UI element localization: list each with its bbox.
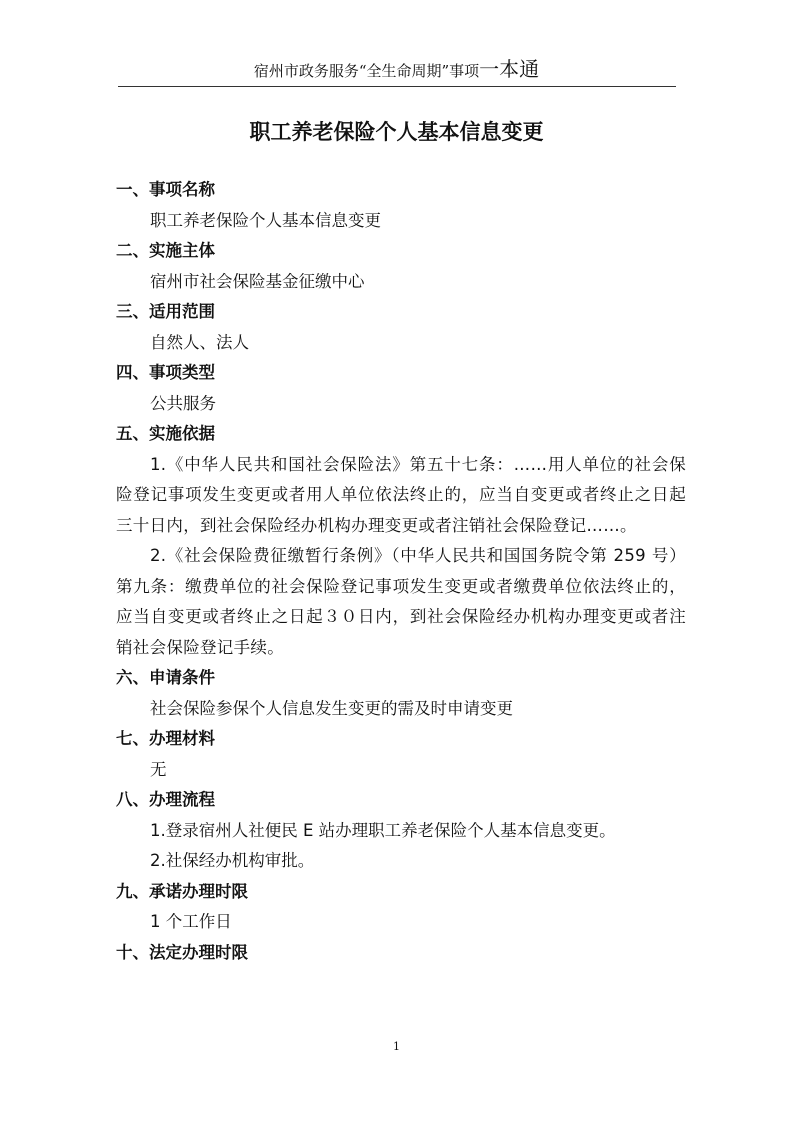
header-tail-text: 一本通 xyxy=(479,57,540,81)
section-heading-item-type: 四、事项类型 xyxy=(116,363,215,382)
section-heading-process: 八、办理流程 xyxy=(116,790,215,809)
section-heading-legal-time: 十、法定办理时限 xyxy=(116,942,248,962)
section-heading-implementing-body: 二、实施主体 xyxy=(116,241,215,260)
legal-basis-paragraph-1: 1.《中华人民共和国社会保险法》第五十七条：……用人单位的社会保险登记事项发生变更或者用人单位依法终止的，应当自变更或者终止之日起三十日内，到社会保险经办机构办理变更或者注销社会保险登记……。 xyxy=(116,454,686,535)
legal-basis-paragraph-2: 2.《社会保险费征缴暂行条例》（中华人民共和国国务院令第 259 号）第九条：缴费单位的社会保险登记事项发生变更或者缴费单位依法终止的，应当自变更或者终止之日起３０日内，到社会保险经办机构办理变更或者注销社会保险登记手续。 xyxy=(116,546,686,657)
section-text-scope: 自然人、法人 xyxy=(150,332,249,352)
process-step-1: 1.登录宿州人社便民 E 站办理职工养老保险个人基本信息变更。 xyxy=(150,820,616,840)
process-step-2: 2.社保经办机构审批。 xyxy=(150,851,315,870)
section-heading-scope: 三、适用范围 xyxy=(116,302,215,321)
page-number: 1 xyxy=(393,1040,400,1053)
section-text-promised-time: 1 个工作日 xyxy=(150,912,232,931)
document-title: 职工养老保险个人基本信息变更 xyxy=(249,120,544,144)
section-heading-promised-time: 九、承诺办理时限 xyxy=(116,881,248,901)
document-body xyxy=(116,175,686,968)
section-text-item-name: 职工养老保险个人基本信息变更 xyxy=(150,210,381,230)
section-heading-conditions: 六、申请条件 xyxy=(116,668,215,687)
running-header xyxy=(0,58,793,82)
header-main-text: 宿州市政务服务“全生命周期”事项 xyxy=(253,62,480,80)
header-rule xyxy=(118,86,676,87)
section-text-item-type: 公共服务 xyxy=(150,393,216,413)
section-heading-item-name: 一、事项名称 xyxy=(116,180,215,199)
section-heading-materials: 七、办理材料 xyxy=(116,729,215,748)
section-text-conditions: 社会保险参保个人信息发生变更的需及时申请变更 xyxy=(150,698,513,718)
section-text-materials: 无 xyxy=(150,759,167,779)
section-heading-legal-basis: 五、实施依据 xyxy=(116,424,215,443)
section-text-implementing-body: 宿州市社会保险基金征缴中心 xyxy=(150,271,365,291)
